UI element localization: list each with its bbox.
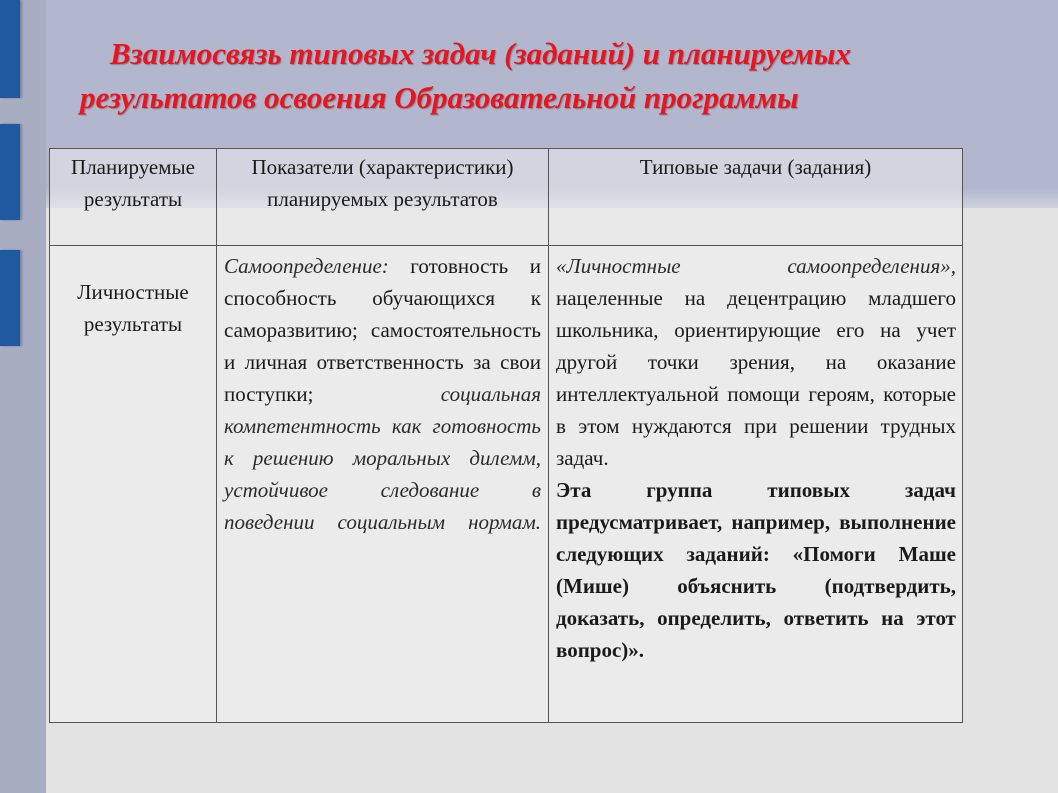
tasks-description	[556, 250, 956, 474]
indicators-heading: Самоопределение:	[224, 254, 389, 278]
slide-title-line-2: результатов освоения Образовательной программы	[80, 80, 799, 115]
header-indicators: Показатели (характеристики) планируемых результатов	[217, 149, 549, 246]
slide-title-line-1: Взаимосвязь типовых задач (заданий) и планируемых	[110, 36, 851, 71]
table-row	[50, 246, 963, 723]
left-accent-bar-2	[0, 124, 20, 220]
left-accent-bar-1	[0, 0, 20, 98]
left-accent-bar-3	[0, 250, 20, 346]
results-table	[49, 148, 963, 723]
cell-typical-tasks	[549, 246, 963, 723]
indicators-italic-text: социальная компетентность как готовность к решению моральных дилемм, устойчивое следование в поведении социальным нормам.	[224, 382, 541, 534]
table-header-row	[50, 149, 963, 246]
cell-indicators	[217, 246, 549, 723]
indicators-normal-text: готовность и способность обучающихся к саморазвитию; самостоятельность и личная ответственность за свои поступки;	[224, 254, 541, 406]
tasks-normal-text: нацеленные на децентрацию младшего школьника, ориентирующие его на учет другой точки зрения, на оказание интеллектуальной помощи героям, которые в этом нуждаются при решении трудных задач.	[556, 286, 956, 470]
cell-result-type: Личностные результаты	[50, 246, 217, 723]
slide-title	[80, 32, 1040, 120]
header-planned-results: Планируемые результаты	[50, 149, 217, 246]
tasks-italic-start: «Личностные самоопределения»,	[556, 254, 956, 278]
left-decor-strip	[0, 0, 46, 793]
tasks-bold-text: Эта группа типовых задач предусматривает, например, выполнение следующих заданий: «Помоги Маше (Мише) объяснить (подтвердить, доказать, определить, ответить на этот вопрос)».	[556, 478, 956, 662]
header-typical-tasks: Типовые задачи (задания)	[549, 149, 963, 246]
